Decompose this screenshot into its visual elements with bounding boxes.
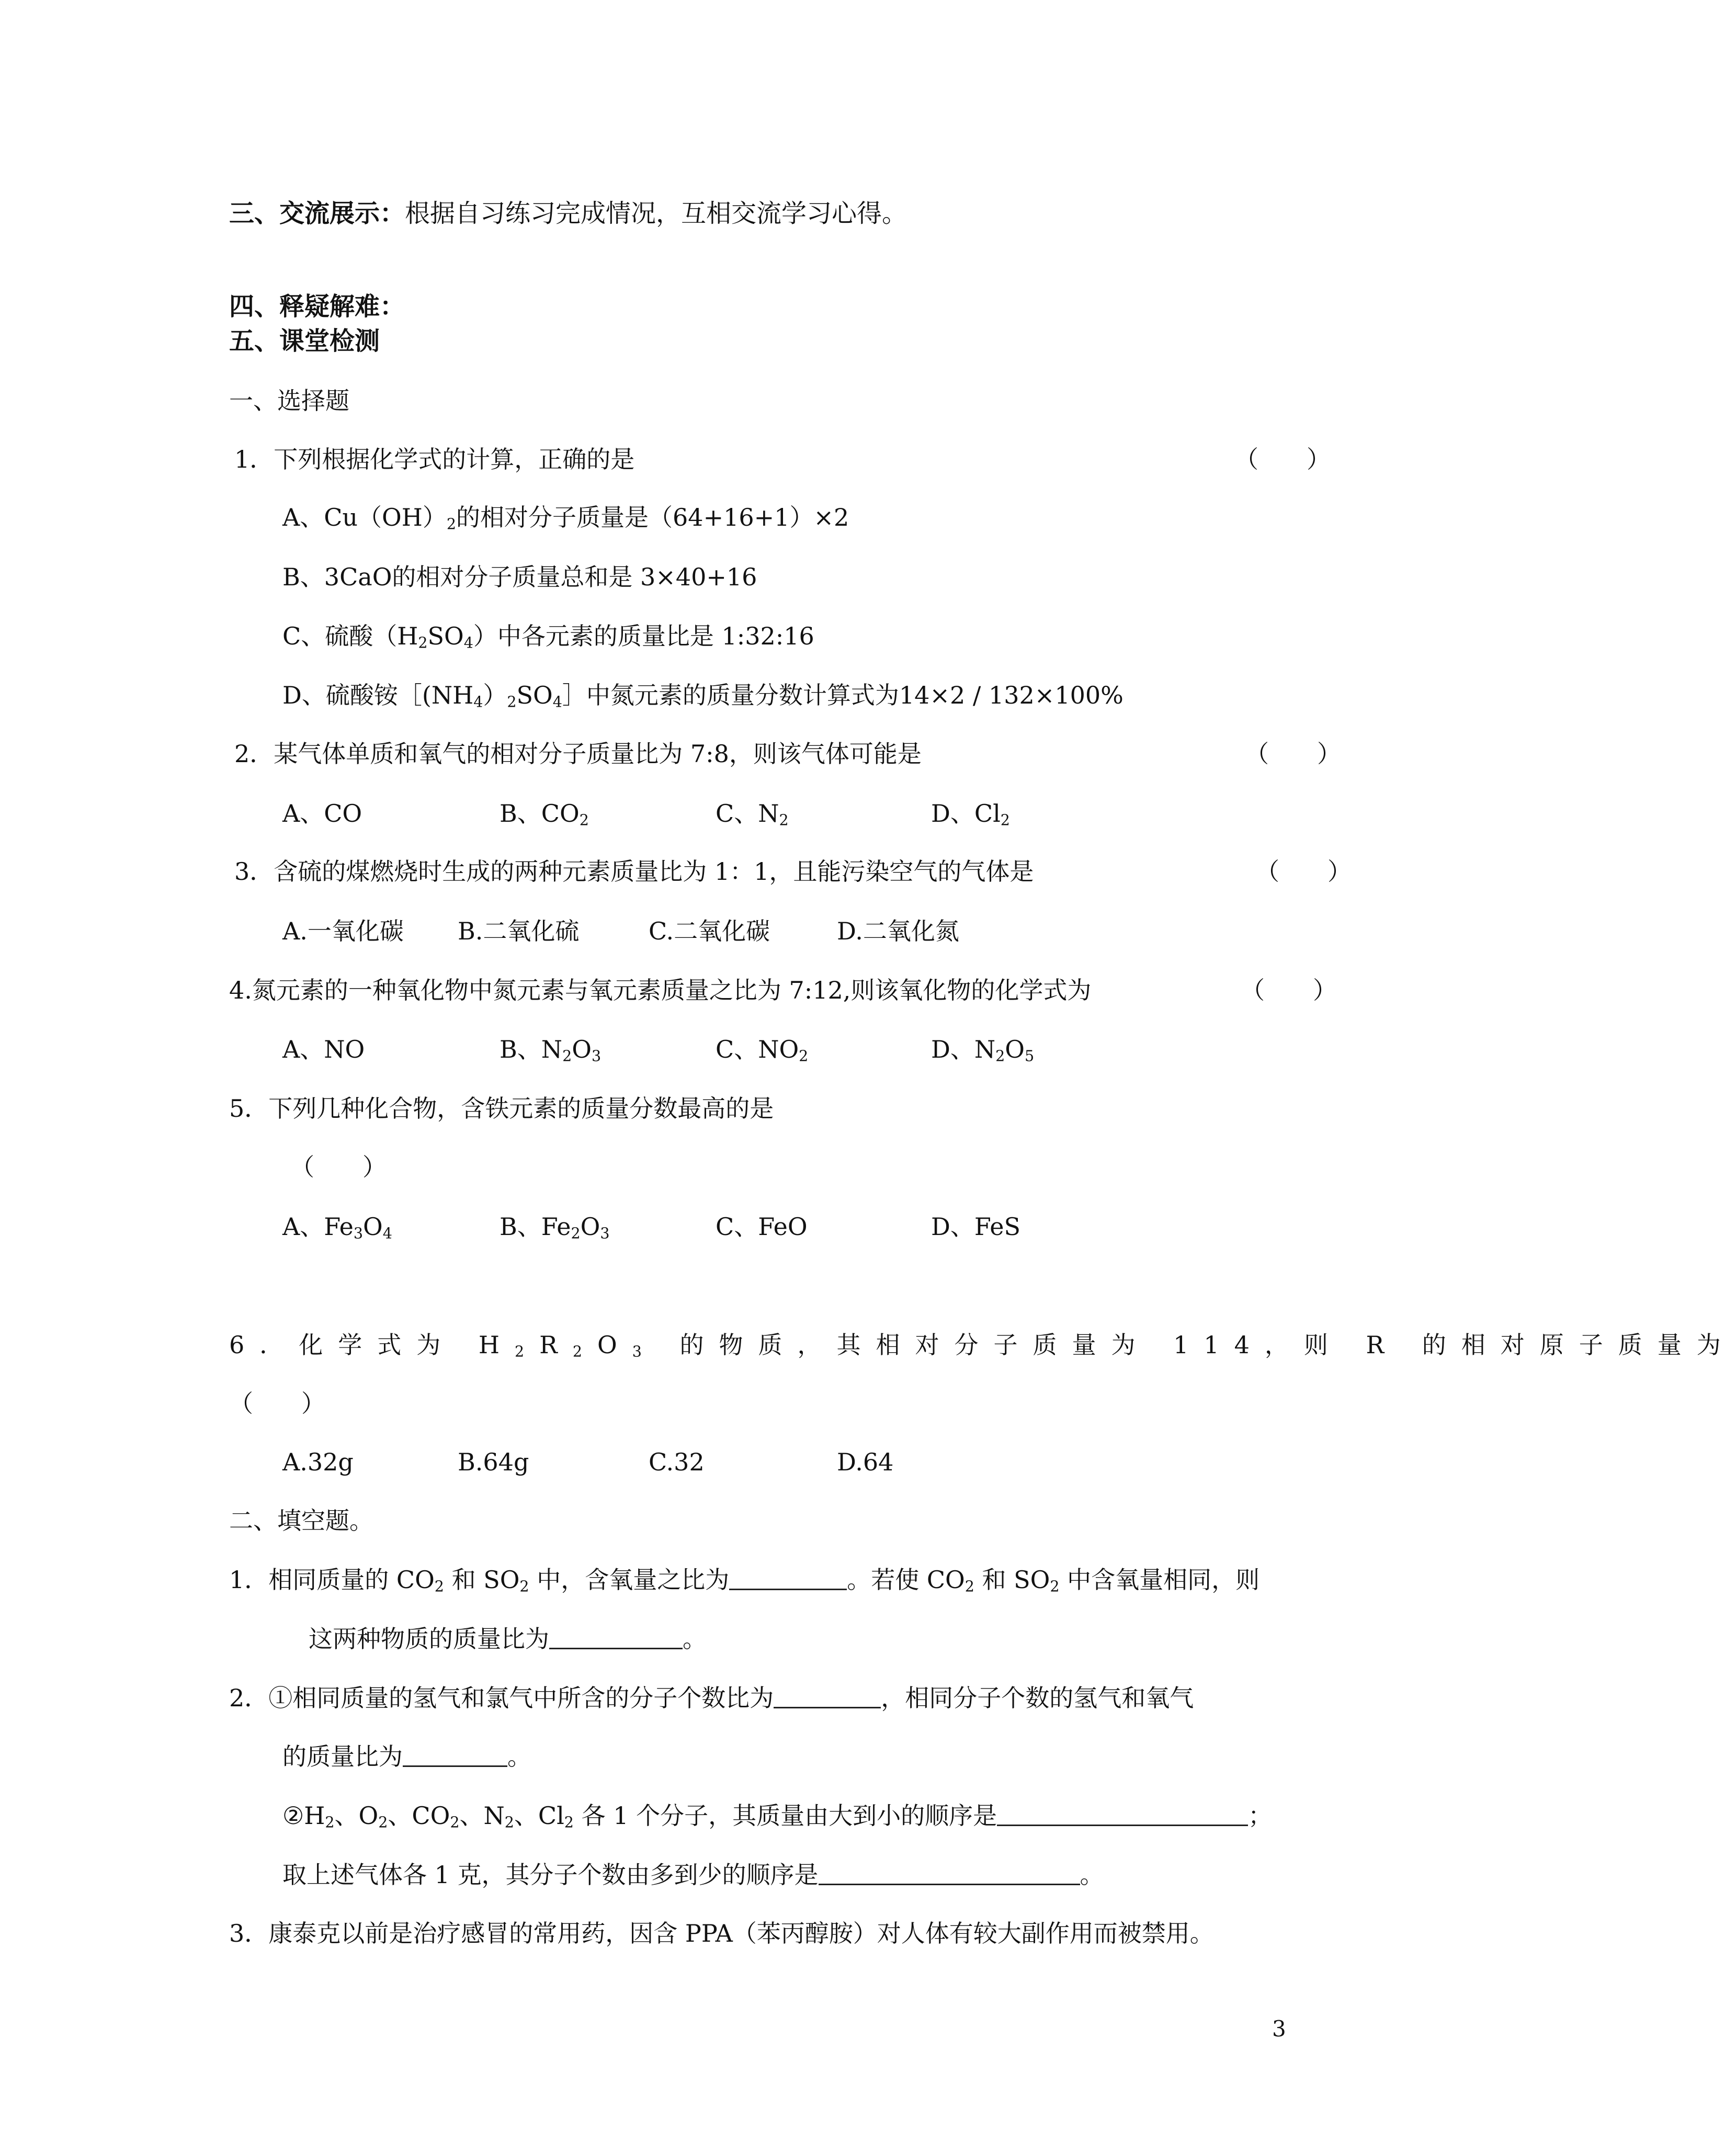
q3-option-b: B.二氧化硫	[458, 917, 580, 945]
f2-l1-text-a: 2．①相同质量的氢气和氯气中所含的分子个数比为	[229, 1684, 774, 1712]
f1-sub-1: 2	[434, 1578, 444, 1595]
q1-option-a	[282, 503, 849, 533]
q1-c-sub1: 2	[418, 634, 428, 652]
f1-line-2	[309, 1627, 707, 1651]
f2-l3-text-d: 、N	[459, 1802, 505, 1830]
f2-l3-text-c: 、CO	[388, 1802, 450, 1830]
q1-d-mid2: SO	[516, 681, 553, 709]
q6-stem-pre: 6．化学式为 H	[229, 1331, 515, 1359]
q4-b-sub2: 3	[591, 1047, 602, 1065]
f1-answer-blank-2[interactable]	[549, 1627, 683, 1649]
f2-l3-sub-4: 2	[504, 1814, 514, 1831]
part-1-title: 一、选择题	[229, 387, 349, 415]
q4-c-pre: C、NO	[716, 1035, 799, 1063]
q4-option-b	[500, 1035, 602, 1065]
f1-text-f: 中含氧量相同，则	[1059, 1566, 1260, 1594]
q6-stem-post: 的物质，其相对分子质量为 114，则 R 的相对原子质量为	[656, 1331, 1736, 1359]
q2-c-sub: 2	[779, 811, 789, 829]
part-2-title: 二、填空题。	[229, 1506, 373, 1535]
f2-line-2	[282, 1744, 531, 1769]
q5-b-sub1: 2	[571, 1225, 581, 1242]
f1-line-1	[229, 1566, 1260, 1595]
q5-b-mid: O	[580, 1213, 600, 1241]
q5-a-sub1: 3	[353, 1225, 363, 1242]
f1-sub-3: 2	[965, 1578, 974, 1595]
q2-b-sub: 2	[579, 811, 589, 829]
section-3-title: 三、交流展示：	[229, 199, 405, 228]
q1-option-d	[282, 681, 1124, 711]
q6-option-b: B.64g	[458, 1448, 529, 1476]
q6-stem-sub2: 2	[572, 1343, 597, 1361]
q2-b-pre: B、CO	[500, 799, 580, 828]
q6-stem-sub1: 2	[515, 1343, 540, 1361]
q5-b-sub2: 3	[600, 1225, 610, 1242]
q2-stem: 2．某气体单质和氧气的相对分子质量比为 7:8，则该气体可能是	[234, 740, 922, 768]
q1-d-sub1: 4	[473, 693, 483, 711]
q1-d-mid1: ）	[483, 681, 507, 709]
section-4-title: 四、释疑解难：	[229, 292, 405, 321]
q3-option-c: C.二氧化碳	[649, 917, 770, 945]
q1-a-rest: 的相对分子质量是（64+16+1）×2	[456, 503, 849, 531]
q2-option-b	[500, 799, 589, 829]
f2-line-3	[282, 1802, 1273, 1831]
q1-a-text: A、Cu（OH）	[282, 503, 447, 531]
f2-l2-text-b: 。	[507, 1742, 531, 1771]
q2-option-d	[931, 799, 1010, 829]
q2-option-c	[716, 799, 789, 829]
q4-option-d	[931, 1035, 1035, 1065]
q4-stem: 4.氮元素的一种氧化物中氮元素与氧元素质量之比为 7:12,则该氧化物的化学式为	[229, 976, 1092, 1004]
f2-line-1	[229, 1686, 1194, 1710]
q1-c-mid: SO	[427, 622, 464, 650]
q1-d-post: ］中氮元素的质量分数计算式为14×2 / 132×100%	[562, 681, 1124, 709]
q5-stem: 5．下列几种化合物，含铁元素的质量分数最高的是	[229, 1094, 774, 1123]
f2-line-4	[282, 1863, 1104, 1887]
q2-d-pre: D、Cl	[931, 799, 1001, 828]
q5-b-pre: B、Fe	[500, 1213, 571, 1241]
f1-sub-2: 2	[519, 1578, 529, 1595]
f2-l2-text-a: 的质量比为	[282, 1742, 403, 1771]
q6-option-d: D.64	[837, 1448, 894, 1476]
q2-c-pre: C、N	[716, 799, 779, 828]
q4-d-sub2: 5	[1025, 1047, 1035, 1065]
f2-l3-sub-1: 2	[325, 1814, 335, 1831]
q1-a-sub: 2	[446, 515, 457, 533]
q4-d-mid: O	[1005, 1035, 1025, 1063]
q1-option-b: B、3CaO的相对分子质量总和是 3×40+16	[282, 563, 757, 591]
q1-option-c	[282, 622, 814, 652]
q5-a-pre: A、Fe	[282, 1213, 354, 1241]
q1-d-sub3: 4	[552, 693, 562, 711]
f2-l3-sub-2: 2	[378, 1814, 388, 1831]
q3-option-a: A.一氧化碳	[282, 917, 404, 945]
q4-b-sub1: 2	[562, 1047, 572, 1065]
q5-option-d: D、FeS	[931, 1213, 1021, 1241]
q4-c-sub: 2	[799, 1047, 809, 1065]
f2-l3-text-b: 、O	[334, 1802, 379, 1830]
f2-l3-text-f: 各 1 个分子，其质量由大到小的顺序是	[573, 1802, 997, 1830]
q4-answer-paren: （ ）	[1241, 976, 1337, 1004]
q1-c-pre: C、硫酸（H	[282, 622, 418, 650]
q1-d-sub2: 2	[507, 693, 517, 711]
f2-answer-blank-2[interactable]	[403, 1744, 507, 1767]
q6-answer-paren: （ ）	[229, 1389, 325, 1418]
f2-l3-text-g: ；	[1248, 1802, 1273, 1830]
q4-d-pre: D、N	[931, 1035, 996, 1063]
f2-l4-text-a: 取上述气体各 1 克，其分子个数由多到少的顺序是	[282, 1861, 819, 1889]
f2-l4-text-b: 。	[1080, 1861, 1104, 1889]
q5-option-a	[282, 1213, 392, 1242]
q4-option-c	[716, 1035, 809, 1065]
q6-option-c: C.32	[649, 1448, 705, 1476]
f2-answer-blank-1[interactable]	[774, 1686, 881, 1708]
section-3-text: 根据自习练习完成情况，互相交流学习心得。	[405, 199, 907, 228]
f1-sub-4: 2	[1050, 1578, 1060, 1595]
page-number: 3	[1272, 2016, 1286, 2042]
q4-d-sub1: 2	[995, 1047, 1005, 1065]
q1-c-post: ）中各元素的质量比是 1:32:16	[473, 622, 814, 650]
q4-b-mid: O	[572, 1035, 592, 1063]
f1-answer-blank-1[interactable]	[729, 1568, 847, 1590]
f3-line-1: 3．康泰克以前是治疗感冒的常用药，因含 PPA（苯丙醇胺）对人体有较大副作用而被禁用。	[229, 1919, 1214, 1947]
f2-l3-sub-5: 2	[564, 1814, 574, 1831]
q5-option-c: C、FeO	[716, 1213, 808, 1241]
f2-l3-text-e: 、Cl	[514, 1802, 564, 1830]
q6-option-a: A.32g	[282, 1448, 354, 1476]
q3-answer-paren: （ ）	[1255, 857, 1352, 886]
q1-c-sub2: 4	[463, 634, 473, 652]
q5-answer-paren: （ ）	[290, 1153, 387, 1181]
q3-stem: 3．含硫的煤燃烧时生成的两种元素质量比为 1：1，且能污染空气的气体是	[234, 857, 1034, 886]
q4-option-a: A、NO	[282, 1035, 365, 1063]
q3-option-d: D.二氧化氮	[837, 917, 959, 945]
section-5-title: 五、课堂检测	[229, 326, 380, 356]
q1-answer-paren: （ ）	[1234, 445, 1331, 473]
q1-d-pre: D、硫酸铵［(NH	[282, 681, 474, 709]
q6-stem-sub3: 3	[632, 1343, 657, 1361]
q5-option-b	[500, 1213, 610, 1242]
f1-l2-text-a: 这两种物质的质量比为	[309, 1625, 549, 1653]
f2-answer-blank-3[interactable]	[997, 1804, 1248, 1826]
f1-text-e: 和 SO	[974, 1566, 1050, 1594]
f2-l3-sub-3: 2	[450, 1814, 460, 1831]
q1-stem: 1．下列根据化学式的计算，正确的是	[234, 445, 635, 473]
q2-answer-paren: （ ）	[1245, 740, 1341, 768]
q6-stem-mid1: R	[539, 1331, 573, 1359]
f1-text-a: 1．相同质量的 CO	[229, 1566, 435, 1594]
q6-stem-mid2: O	[597, 1331, 632, 1359]
f2-answer-blank-4[interactable]	[819, 1863, 1080, 1885]
f1-text-d: 。若使 CO	[847, 1566, 965, 1594]
f1-text-c: 中，含氧量之比为	[529, 1566, 730, 1594]
f1-l2-text-b: 。	[683, 1625, 707, 1653]
f1-text-b: 和 SO	[444, 1566, 520, 1594]
q4-b-pre: B、N	[500, 1035, 563, 1063]
q2-d-sub: 2	[1000, 811, 1010, 829]
f2-l3-text-a: ②H	[282, 1802, 325, 1830]
q5-a-sub2: 4	[382, 1225, 392, 1242]
q2-option-a: A、CO	[282, 799, 362, 828]
section-3	[229, 201, 907, 226]
q6-stem	[229, 1331, 1736, 1361]
q5-a-mid: O	[363, 1213, 383, 1241]
f2-l1-text-b: ，相同分子个数的氢气和氧气	[881, 1684, 1194, 1712]
